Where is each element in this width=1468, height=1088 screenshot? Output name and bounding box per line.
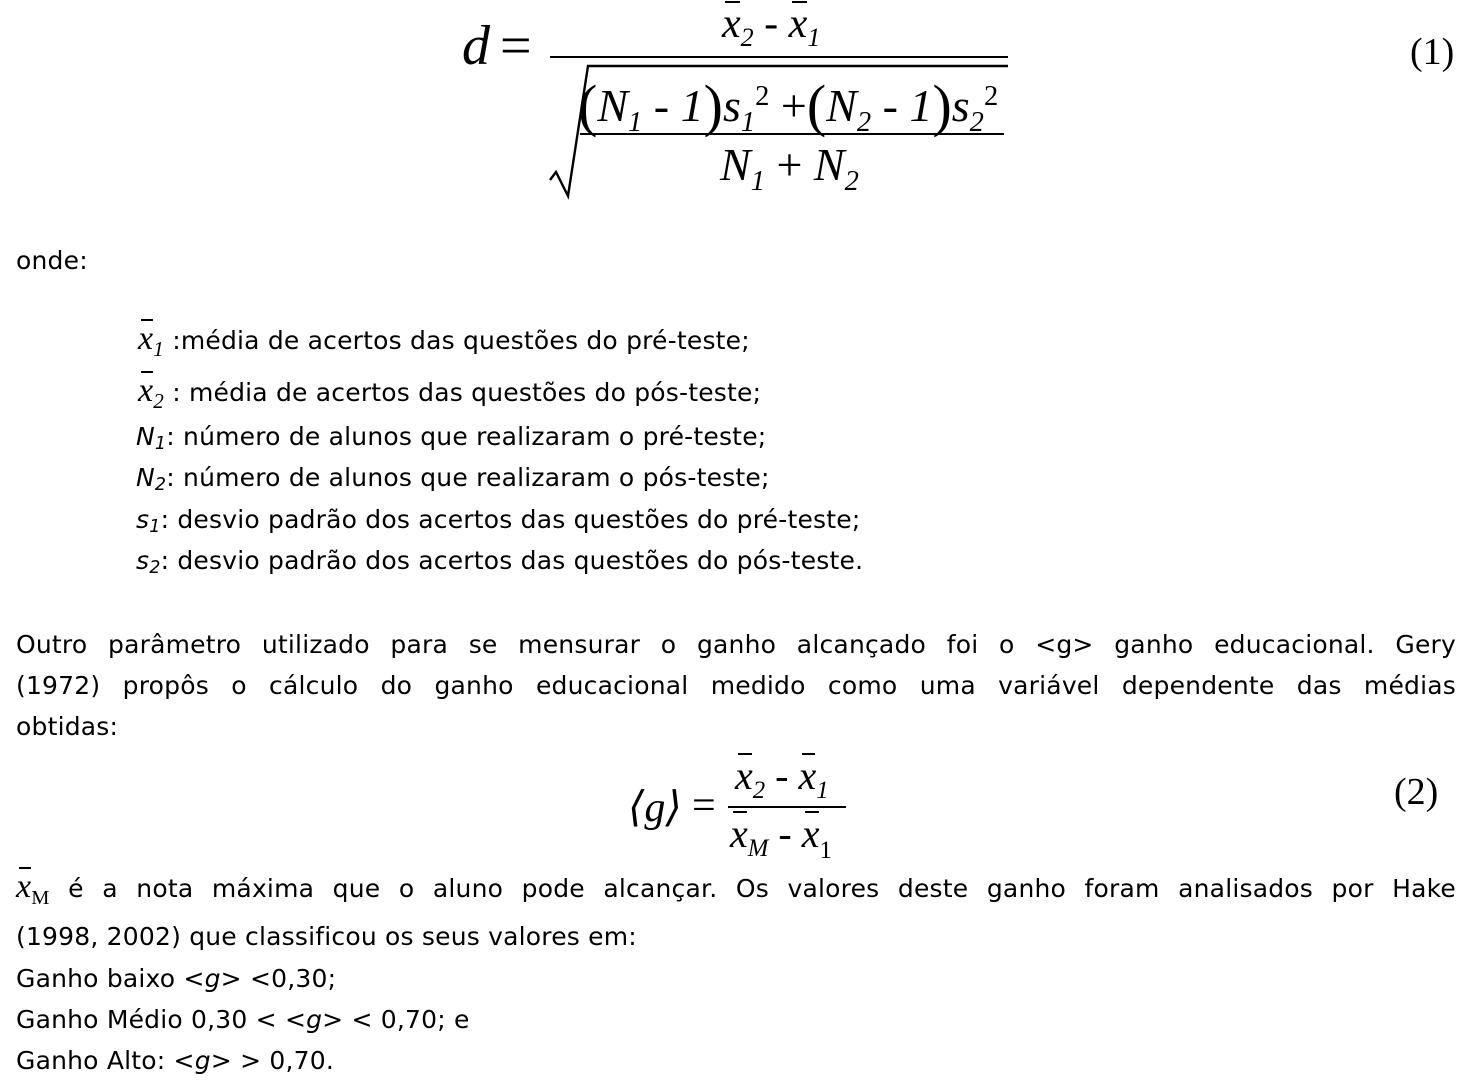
eq2-fraction-bar	[728, 806, 846, 808]
classification-item-high: Ganho Alto: <g> > 0,70.	[16, 1046, 334, 1075]
paragraph-line: (1972) propôs o cálculo do ganho educacional medido como uma variável dependente das médias	[16, 671, 1456, 700]
eq2-number: (2)	[1394, 771, 1439, 813]
eq1-equals: =	[500, 15, 532, 77]
eq1-inner-numerator: $(N_1 - 1)s_1^2 +(N_2 - 1)s_2^2$	[578, 73, 999, 138]
eq1-inner-fraction-bar	[580, 133, 1004, 135]
equation-1	[0, 0, 1468, 210]
classification-list	[16, 958, 470, 1081]
paragraph-line: $x_M$ é a nota máxima que o aluno pode alcançar. Os valores deste ganho foram analisados por Hake	[16, 868, 1456, 910]
classification-item-low: Ganho baixo <g> <0,30;	[16, 964, 337, 993]
x-bar-m: x	[730, 811, 748, 856]
x-bar-2: x	[722, 1, 741, 47]
equation-2	[0, 750, 1468, 870]
x-bar-2: x	[735, 753, 753, 798]
x-bar-2: x	[138, 372, 154, 409]
eq1-inner-denominator: $N_1 + N_2$	[720, 139, 859, 197]
paragraph-gain	[16, 624, 1456, 747]
definition-item: N1: número de alunos que realizaram o pré-teste;	[136, 422, 767, 455]
onde-label: onde:	[16, 246, 88, 275]
definition-item: $x_2$ : média de acertos das questões do pós-teste;	[138, 372, 762, 414]
paragraph-line: obtidas:	[16, 712, 119, 741]
classification-item-medium: Ganho Médio 0,30 < <g> < 0,70; e	[16, 1005, 470, 1034]
definition-item: s2: desvio padrão dos acertos das questões do pós-teste.	[136, 546, 864, 579]
eq2-lhs: ⟨g⟩	[628, 785, 682, 831]
x-bar-1: x	[801, 811, 820, 856]
eq1-fraction-bar	[550, 56, 1008, 58]
eq1-number: (1)	[1410, 31, 1455, 73]
definition-item: s1: desvio padrão dos acertos das questões do pré-teste;	[136, 505, 861, 538]
x-bar-1: x	[798, 753, 817, 798]
paragraph-hake	[16, 866, 1456, 957]
x-bar-m: x	[16, 868, 32, 905]
x-bar-1: x	[788, 1, 808, 47]
eq2-denominator: $x_M - x_1$	[730, 811, 832, 865]
definition-item: $x_1$ :média de acertos das questões do pré-teste;	[138, 320, 750, 362]
eq1-lhs: d	[462, 15, 490, 77]
eq2-numerator: $x_2 - x_1$	[735, 753, 829, 804]
eq2-equals: =	[692, 783, 716, 829]
eq1-numerator: $x_2 - x_1$	[722, 1, 821, 53]
x-bar-1: x	[138, 320, 154, 357]
definition-item: N2: número de alunos que realizaram o pós-teste;	[136, 463, 770, 496]
paragraph-line: Outro parâmetro utilizado para se mensurar o ganho alcançado foi o <g> ganho educacional. Gery	[16, 630, 1456, 659]
paragraph-line: (1998, 2002) que classificou os seus valores em:	[16, 922, 637, 951]
